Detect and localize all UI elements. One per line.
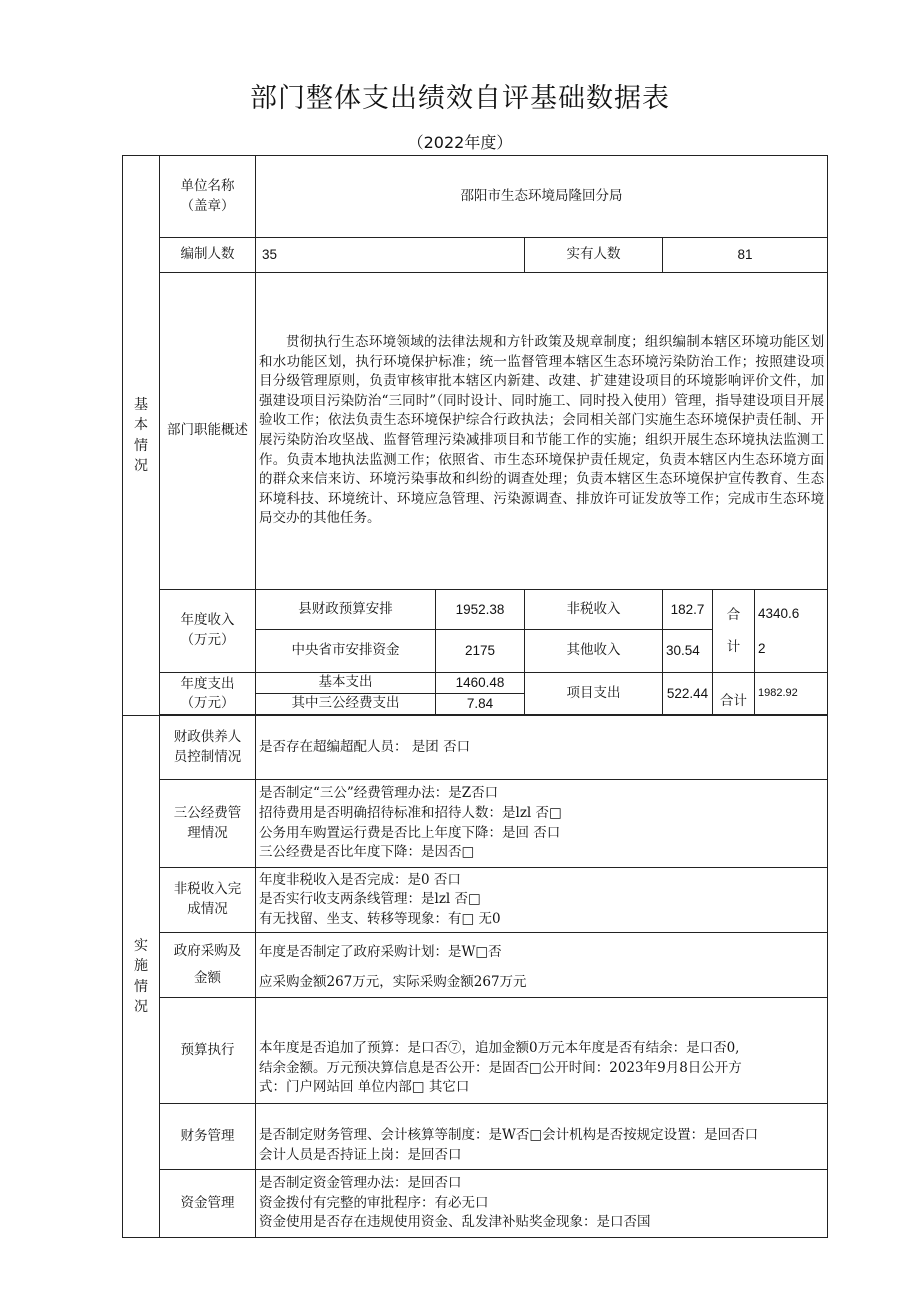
impl-row-content: 是否制定“三公”经费管理办法：是Z否口 招待费用是否明确招待标准和招待人数：是lzl 否□ 公务用车购置运行费是否比上年度下降：是回 否口 三公经费是否比年度下降：是因否□ [256, 780, 828, 868]
income-total-value: 4340.6 2 [755, 590, 828, 673]
staff-quota-value: 35 [256, 238, 525, 273]
income-central-label: 中央省市安排资金 [256, 630, 436, 673]
staff-quota-label: 编制人数 [160, 238, 256, 273]
basic-section-label: 基 本 情 况 [123, 156, 160, 716]
unit-name-label: 单位名称 （盖章） [160, 156, 256, 238]
impl-row-content: 本年度是否追加了预算：是口否⑦，追加金额0万元本年度是否有结余：是口否0, 结余金额。万元预决算信息是否公开：是固否□公开时间：2023年9月8日公开方 式：门户网站回 单位内部□ 其它口 [256, 998, 828, 1104]
impl-row-label: 财务管理 [160, 1104, 256, 1170]
expense-total-label: 合计 [713, 673, 755, 715]
expense-three-value: 7.84 [436, 694, 525, 715]
income-other-label: 其他收入 [525, 630, 663, 673]
impl-row-label: 政府采购及 金额 [160, 933, 256, 998]
page-title: 部门整体支出绩效自评基础数据表 [250, 83, 670, 114]
income-county-value: 1952.38 [436, 590, 525, 630]
impl-row-label: 非税收入完 成情况 [160, 868, 256, 933]
duty-text: 贯彻执行生态环境领域的法律法规和方针政策及规章制度；组织编制本辖区环境功能区划和水功能区划，执行环境保护标准；统一监督管理本辖区生态环境污染防治工作；按照建设项目分级管理原则，负责审核审批本辖区内新建、改建、扩建建设项目的环境影响评价文件，加强建设项目污染防治“三同时”（同时设计、同时施工、同时投入使用）管理，指导建设项目开展验收工作；依法负责生态环境保护综合行政执法；会同相关部门实施生态环境保护责任制、开展污染防治攻坚战、监督管理污染减排项目和节能工作的实施；组织开展生态环境执法监测工作。负责本地执法监测工作；依照省、市生态环境保护责任规定，负责本辖区内生态环境方面的群众来信来访、环境污染事故和纠纷的调查处理；负责本辖区生态环境保护宣传教育、生态环境科技、环境统计、环境应急管理、污染源调查、排放许可证发放等工作；完成市生态环境局交办的其他任务。 [256, 273, 828, 590]
expense-total-value: 1982.92 [755, 673, 828, 715]
unit-name-value: 邵阳市生态环境局隆回分局 [256, 156, 828, 238]
impl-row-content: 是否制定资金管理办法：是回否口 资金拨付有完整的审批程序：有必无口 资金使用是否存在违规使用资金、乱发津补贴奖金现象：是口否国 [256, 1170, 828, 1238]
duty-label: 部门职能概述 [160, 273, 256, 590]
staff-actual-value: 81 [663, 238, 828, 273]
expense-basic-label: 基本支出 [256, 673, 436, 694]
staff-actual-label: 实有人数 [525, 238, 663, 273]
expense-basic-value: 1460.48 [436, 673, 525, 694]
impl-row-label: 资金管理 [160, 1170, 256, 1238]
income-label: 年度收入 （万元） [160, 590, 256, 673]
expense-project-value: 522.44 [663, 673, 713, 715]
impl-row-content: 是否存在超编超配人员： 是团 否口 [256, 716, 828, 780]
impl-row-label: 三公经费管 理情况 [160, 780, 256, 868]
income-nontax-label: 非税收入 [525, 590, 663, 630]
impl-row-label: 财政供养人 员控制情况 [160, 716, 256, 780]
expense-project-label: 项目支出 [525, 673, 663, 715]
impl-section-label: 实 施 情 况 [123, 716, 160, 1238]
expense-three-label: 其中三公经费支出 [256, 694, 436, 715]
expense-label: 年度支出 （万元） [160, 673, 256, 715]
impl-row-content: 年度非税收入是否完成：是0 否口 是否实行收支两条线管理：是lzl 否□ 有无找留、坐支、转移等现象：有□ 无0 [256, 868, 828, 933]
impl-row-content: 年度是否制定了政府采购计划：是W□否 应采购金额267万元，实际采购金额267万元 [256, 933, 828, 998]
income-nontax-value: 182.7 [663, 590, 713, 630]
income-other-value: 30.54 [663, 630, 713, 673]
page-subtitle: （2022年度） [407, 133, 513, 152]
impl-row-label: 预算执行 [160, 998, 256, 1104]
income-county-label: 县财政预算安排 [256, 590, 436, 630]
income-total-label: 合 计 [713, 590, 755, 673]
impl-row-content: 是否制定财务管理、会计核算等制度：是W否□会计机构是否按规定设置：是回否口 会计人员是否持证上岗：是回否口 [256, 1104, 828, 1170]
data-table [122, 155, 828, 1238]
income-central-value: 2175 [436, 630, 525, 673]
